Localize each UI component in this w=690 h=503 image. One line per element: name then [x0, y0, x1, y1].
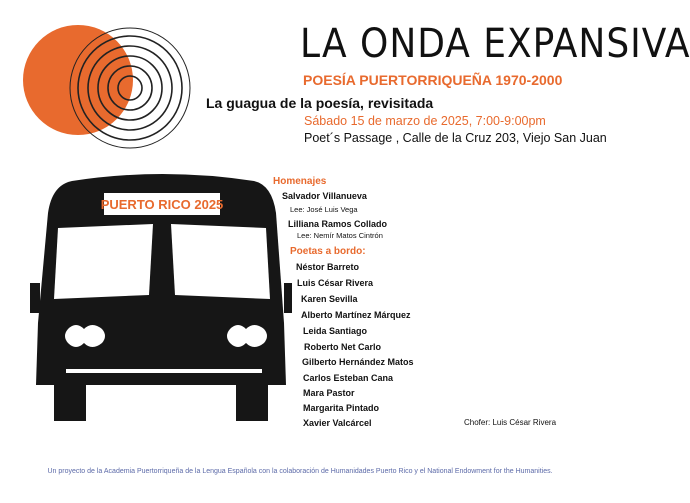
destination-sign-text: PUERTO RICO 2025 [100, 197, 224, 212]
event-date: Sábado 15 de marzo de 2025, 7:00-9:00pm [304, 114, 546, 128]
poetas-heading: Poetas a bordo: [290, 246, 366, 257]
poeta-item: Néstor Barreto [296, 262, 360, 272]
bus-illustration [32, 173, 292, 423]
right-headlight [227, 325, 267, 347]
event-venue: Poet´s Passage , Calle de la Cruz 203, Viejo San Juan [304, 131, 607, 145]
poeta-item: Roberto Net Carlo [304, 342, 382, 352]
poeta-item: Mara Pastor [303, 388, 355, 398]
left-windshield [54, 224, 153, 299]
poeta-item: Luis César Rivera [297, 278, 374, 288]
poeta-item: Karen Sevilla [301, 294, 358, 304]
homenaje-reader: Lee: Nemír Matos Cintrón [297, 231, 383, 240]
poeta-item: Xavier Valcárcel [303, 418, 372, 428]
homenaje-name: Salvador Villanueva [282, 191, 367, 201]
poeta-item: Carlos Esteban Cana [303, 373, 394, 383]
bumper-stripe [66, 369, 262, 373]
footer-credits: Un proyecto de la Academia Puertorriqueña de la Lengua Española con la colaboración de Humanidades Puerto Rico y el National Endowment for the Humanities. [47, 468, 553, 475]
left-wheel [54, 383, 86, 421]
homenajes-heading: Homenajes [273, 176, 327, 187]
driver-credit: Chofer: Luis César Rivera [464, 418, 557, 427]
page-subtitle: POESÍA PUERTORRIQUEÑA 1970-2000 [303, 72, 563, 88]
poeta-item: Alberto Martínez Márquez [301, 310, 411, 320]
poeta-item: Gilberto Hernández Matos [302, 357, 414, 367]
poeta-item: Leida Santiago [303, 326, 368, 336]
page-title: LA ONDA EXPANSIVA [300, 21, 690, 67]
homenaje-name: Lilliana Ramos Collado [288, 219, 388, 229]
right-wheel [236, 383, 268, 421]
onda-expansiva-logo [18, 18, 198, 148]
event-title: La guagua de la poesía, revisitada [206, 95, 434, 111]
right-windshield [171, 224, 270, 299]
poeta-item: Margarita Pintado [303, 403, 380, 413]
homenaje-reader: Lee: José Luis Vega [290, 205, 358, 214]
left-headlight [65, 325, 105, 347]
left-mirror [30, 283, 40, 313]
right-mirror [284, 283, 292, 313]
